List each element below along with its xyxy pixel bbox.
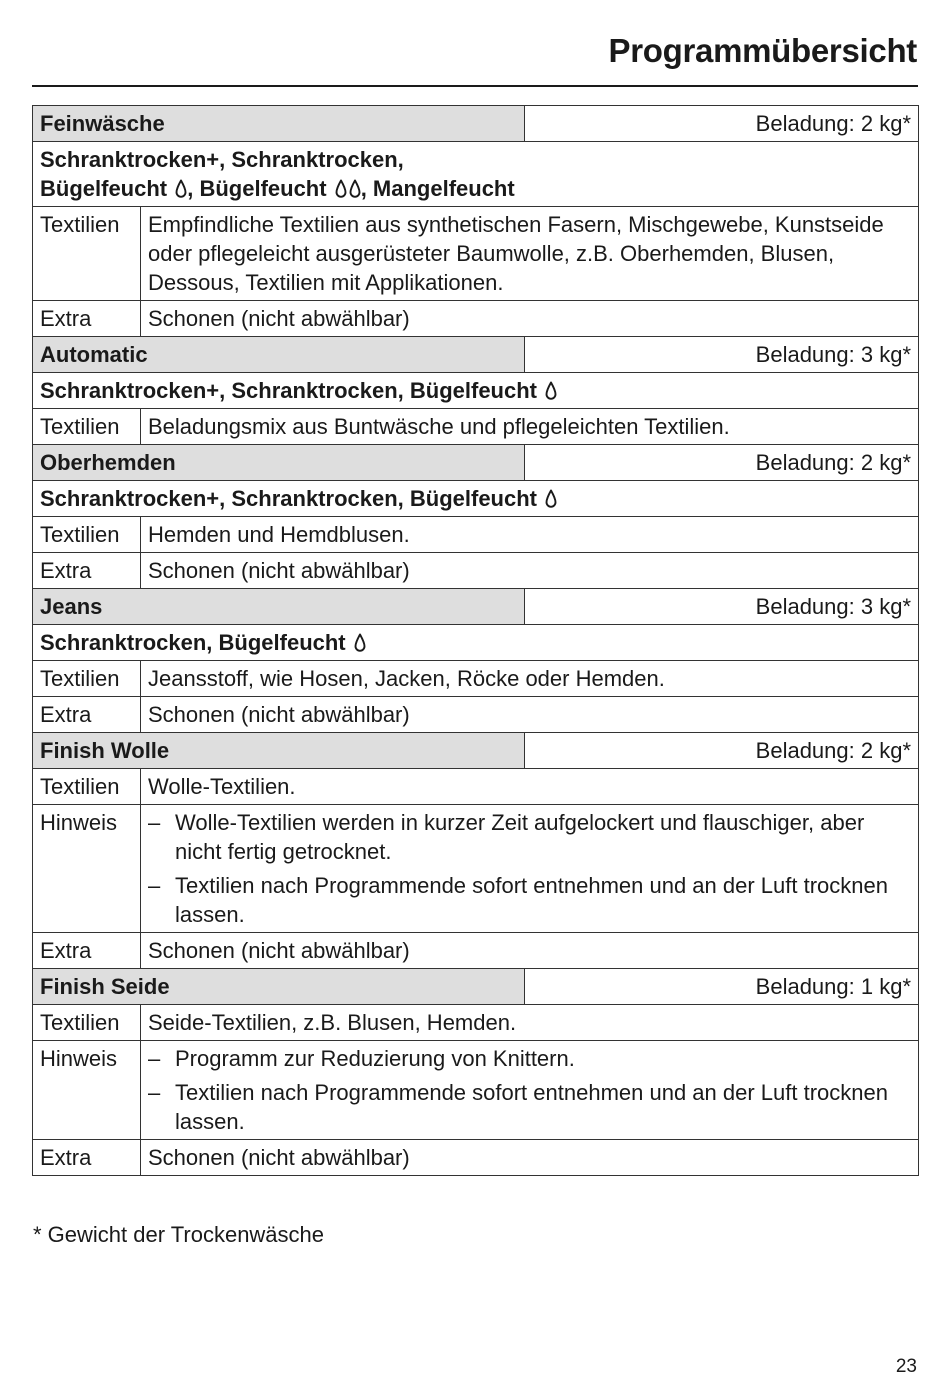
detail-row bbox=[33, 1041, 919, 1140]
drop-group bbox=[333, 176, 361, 201]
row-label: Extra bbox=[33, 697, 141, 733]
detail-row bbox=[33, 553, 919, 589]
row-label: Textilien bbox=[33, 409, 141, 445]
drying-level-text: Schranktrocken, Bügelfeucht bbox=[40, 630, 352, 655]
row-value: Schonen (nicht abwählbar) bbox=[141, 553, 919, 589]
page-title: Programmübersicht bbox=[608, 32, 917, 69]
water-drop-icon bbox=[354, 633, 366, 653]
footnote: * Gewicht der Trockenwäsche bbox=[33, 1222, 325, 1247]
row-label: Hinweis bbox=[33, 1041, 141, 1140]
row-label: Textilien bbox=[33, 661, 141, 697]
program-load: Beladung: 1 kg* bbox=[525, 969, 919, 1005]
row-label: Extra bbox=[33, 301, 141, 337]
water-drop-icon bbox=[175, 179, 187, 199]
drying-levels bbox=[33, 373, 919, 409]
drying-level-text: , Bügelfeucht bbox=[187, 176, 333, 201]
hint-item bbox=[148, 1044, 911, 1073]
program-name: Automatic bbox=[33, 337, 525, 373]
row-value bbox=[141, 805, 919, 933]
row-value: Wolle-Textilien. bbox=[141, 769, 919, 805]
drying-levels-line bbox=[40, 484, 911, 513]
drying-levels-row bbox=[33, 625, 919, 661]
program-load: Beladung: 2 kg* bbox=[525, 106, 919, 142]
detail-row bbox=[33, 1140, 919, 1176]
detail-row bbox=[33, 301, 919, 337]
drying-levels-line bbox=[40, 376, 911, 405]
drying-levels bbox=[33, 625, 919, 661]
hint-dash: – bbox=[148, 873, 161, 898]
program-header-row bbox=[33, 589, 919, 625]
drying-levels-line bbox=[40, 628, 911, 657]
program-header-row bbox=[33, 733, 919, 769]
row-value: Jeansstoff, wie Hosen, Jacken, Röcke oder Hemden. bbox=[141, 661, 919, 697]
program-load: Beladung: 2 kg* bbox=[525, 445, 919, 481]
drying-levels-row bbox=[33, 481, 919, 517]
hint-text: Textilien nach Programmende sofort entnehmen und an der Luft trocknen lassen. bbox=[175, 1080, 888, 1134]
water-drop-icon bbox=[545, 381, 557, 401]
drop-group bbox=[543, 486, 557, 511]
row-value: Schonen (nicht abwählbar) bbox=[141, 301, 919, 337]
drying-levels-line bbox=[40, 145, 911, 174]
row-value: Seide-Textilien, z.B. Blusen, Hemden. bbox=[141, 1005, 919, 1041]
program-load: Beladung: 3 kg* bbox=[525, 337, 919, 373]
detail-row bbox=[33, 697, 919, 733]
row-label: Extra bbox=[33, 933, 141, 969]
detail-row bbox=[33, 1005, 919, 1041]
program-name: Feinwäsche bbox=[33, 106, 525, 142]
page-number: 23 bbox=[895, 1356, 917, 1377]
drying-levels bbox=[33, 142, 919, 207]
row-label: Textilien bbox=[33, 207, 141, 301]
row-value: Beladungsmix aus Buntwäsche und pflegeleichten Textilien. bbox=[141, 409, 919, 445]
program-header-row bbox=[33, 106, 919, 142]
hint-text: Wolle-Textilien werden in kurzer Zeit aufgelockert und flauschiger, aber nicht fertig getrocknet. bbox=[175, 810, 865, 864]
program-name: Jeans bbox=[33, 589, 525, 625]
hint-text: Textilien nach Programmende sofort entnehmen und an der Luft trocknen lassen. bbox=[175, 873, 888, 927]
title-divider bbox=[32, 85, 918, 87]
row-value bbox=[141, 1041, 919, 1140]
drying-levels-line bbox=[40, 174, 911, 203]
program-name: Oberhemden bbox=[33, 445, 525, 481]
drying-level-text: , Mangelfeucht bbox=[360, 176, 515, 201]
drying-level-text: Schranktrocken+, Schranktrocken, Bügelfeucht bbox=[40, 486, 544, 511]
program-header-row bbox=[33, 445, 919, 481]
hint-dash: – bbox=[148, 1080, 161, 1105]
row-value: Hemden und Hemdblusen. bbox=[141, 517, 919, 553]
detail-row bbox=[33, 409, 919, 445]
hint-dash: – bbox=[148, 1046, 161, 1071]
drying-levels-row bbox=[33, 373, 919, 409]
program-name: Finish Wolle bbox=[33, 733, 525, 769]
row-value: Schonen (nicht abwählbar) bbox=[141, 697, 919, 733]
hint-dash: – bbox=[148, 810, 161, 835]
drop-group bbox=[173, 176, 187, 201]
hint-text: Programm zur Reduzierung von Knittern. bbox=[175, 1046, 575, 1071]
hint-item bbox=[148, 871, 911, 929]
row-label: Textilien bbox=[33, 517, 141, 553]
detail-row bbox=[33, 805, 919, 933]
water-drop-icon bbox=[335, 179, 347, 199]
row-label: Textilien bbox=[33, 769, 141, 805]
detail-row bbox=[33, 769, 919, 805]
row-label: Extra bbox=[33, 1140, 141, 1176]
drying-level-text: Schranktrocken+, Schranktrocken, Bügelfeucht bbox=[40, 378, 544, 403]
program-header-row bbox=[33, 969, 919, 1005]
row-value: Schonen (nicht abwählbar) bbox=[141, 933, 919, 969]
program-load: Beladung: 2 kg* bbox=[525, 733, 919, 769]
drop-group bbox=[543, 378, 557, 403]
row-value: Schonen (nicht abwählbar) bbox=[141, 1140, 919, 1176]
detail-row bbox=[33, 933, 919, 969]
detail-row bbox=[33, 207, 919, 301]
detail-row bbox=[33, 517, 919, 553]
program-load: Beladung: 3 kg* bbox=[525, 589, 919, 625]
water-drop-icon bbox=[545, 489, 557, 509]
row-label: Extra bbox=[33, 553, 141, 589]
program-header-row bbox=[33, 337, 919, 373]
drying-levels bbox=[33, 481, 919, 517]
hint-item bbox=[148, 808, 911, 866]
program-name: Finish Seide bbox=[33, 969, 525, 1005]
hint-item bbox=[148, 1078, 911, 1136]
row-label: Hinweis bbox=[33, 805, 141, 933]
program-overview-table bbox=[32, 105, 919, 1176]
detail-row bbox=[33, 661, 919, 697]
drop-group bbox=[352, 630, 366, 655]
water-drop-icon bbox=[349, 179, 361, 199]
row-label: Textilien bbox=[33, 1005, 141, 1041]
drying-level-text: Bügelfeucht bbox=[40, 176, 174, 201]
drying-levels-row bbox=[33, 142, 919, 207]
drying-level-text: Schranktrocken+, Schranktrocken, bbox=[40, 147, 404, 172]
program-table-body bbox=[33, 106, 919, 1176]
row-value: Empfindliche Textilien aus synthetischen Fasern, Mischgewebe, Kunstseide oder pflegeleicht ausgerüsteter Baumwolle, z.B. Oberhemden, Blusen, Dessous, Textilien mit Applikationen. bbox=[141, 207, 919, 301]
